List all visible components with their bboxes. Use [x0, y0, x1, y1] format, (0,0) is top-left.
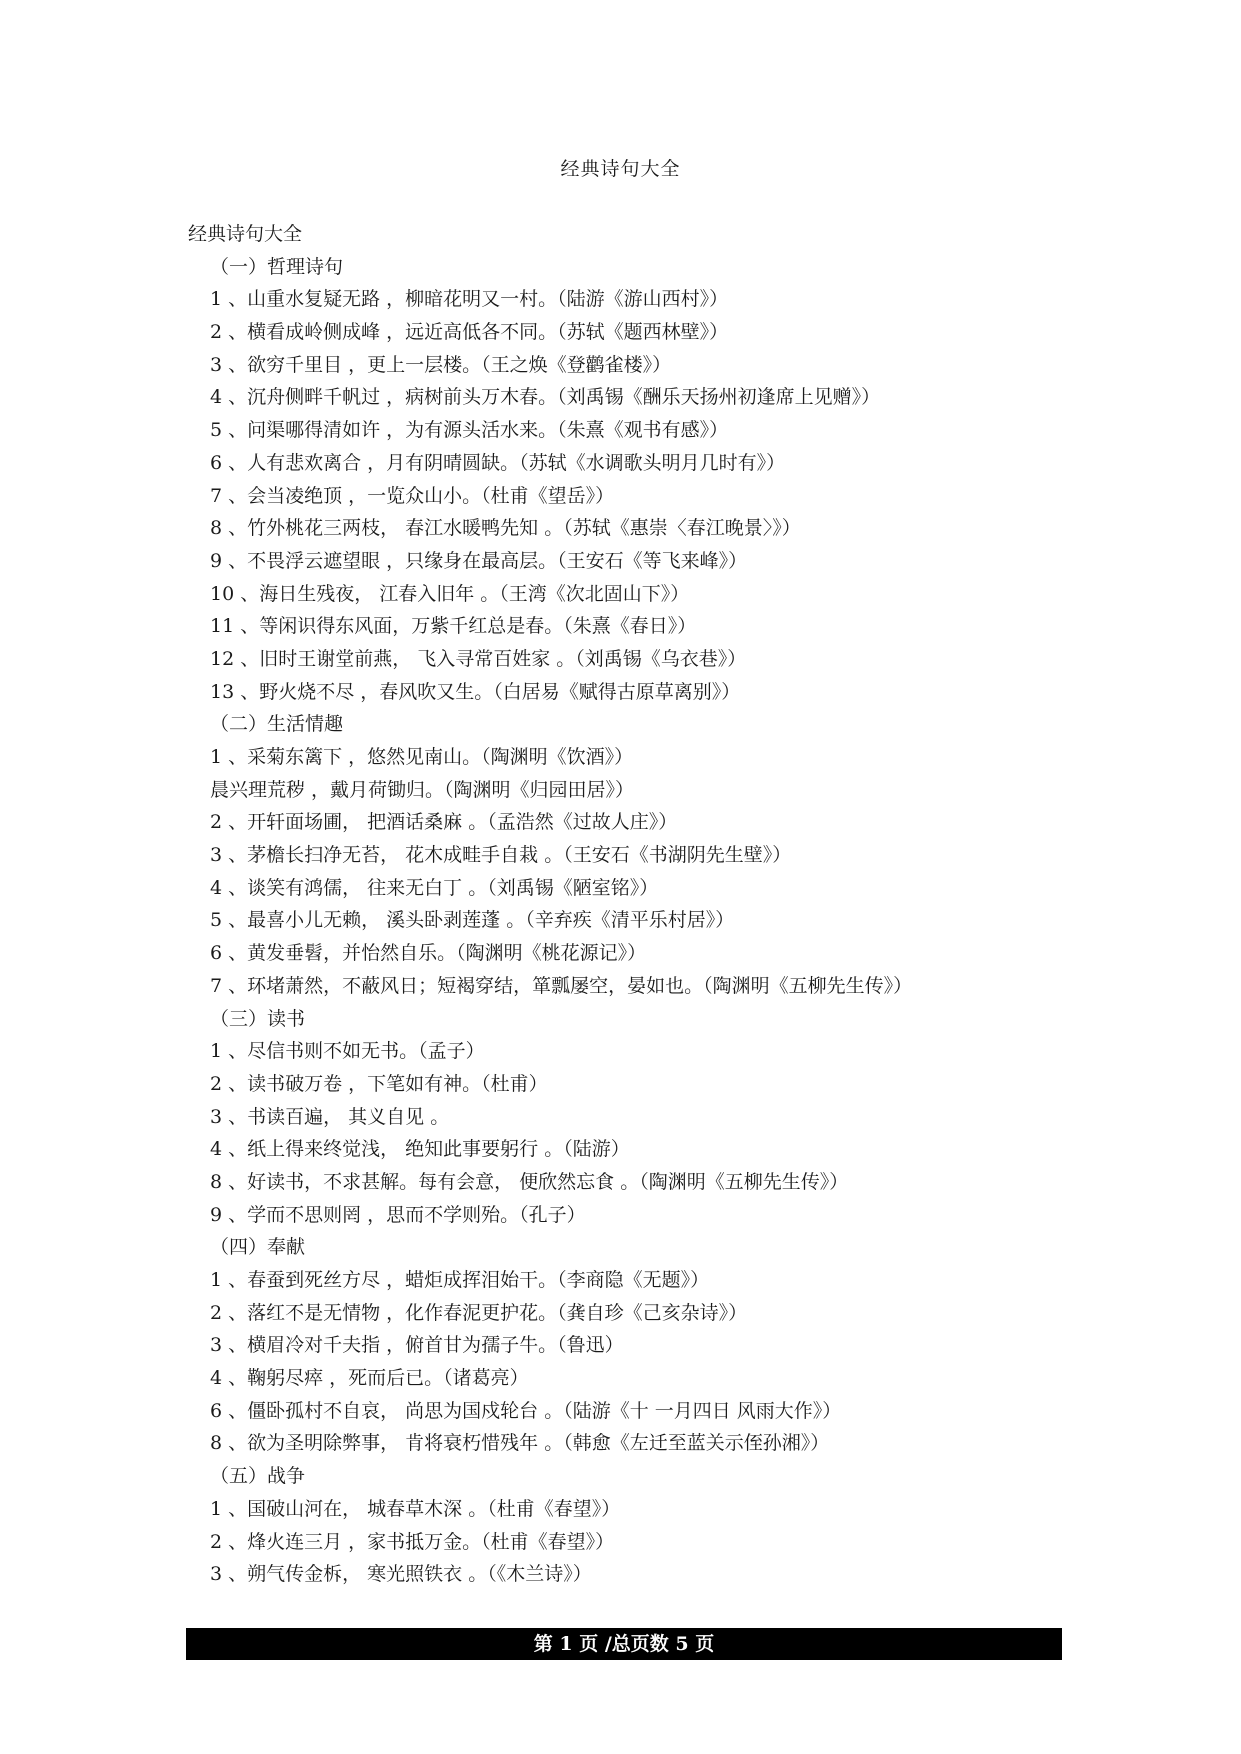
- page-footer: 第 1 页 /总页数 5 页: [186, 1628, 1062, 1660]
- poem-line: 5 、问渠哪得清如许 ，为有源头活水来。（朱熹《观书有感》）: [210, 419, 729, 442]
- poem-line: 7 、环堵萧然，不蔽风日；短褐穿结，箪瓢屡空，晏如也。（陶渊明《五柳先生传》）: [210, 974, 913, 997]
- poem-line: 1 、国破山河在， 城春草木深 。（杜甫《春望》）: [210, 1497, 621, 1520]
- section-heading: （一）哲理诗句: [210, 255, 344, 278]
- section-heading: （二）生活情趣: [210, 713, 344, 736]
- poem-line: 3 、茅檐长扫净无苔， 花木成畦手自栽 。（王安石《书湖阴先生壁》）: [210, 844, 792, 867]
- poem-line: 晨兴理荒秽 ，戴月荷锄归。（陶渊明《归园田居》）: [210, 778, 635, 801]
- poem-line: 13 、野火烧不尽 ，春风吹又生。（白居易《赋得古原草离别》）: [210, 680, 741, 703]
- poem-line: 8 、好读书，不求甚解。每有会意， 便欣然忘食 。（陶渊明《五柳先生传》）: [210, 1170, 849, 1193]
- poem-line: 3 、书读百遍， 其义自见 。: [210, 1105, 450, 1128]
- section-heading: （四）奉献: [210, 1236, 306, 1259]
- poem-line: 2 、读书破万卷 ，下笔如有神。（杜甫）: [210, 1072, 548, 1095]
- poem-line: 6 、黄发垂髫，并怡然自乐。（陶渊明《桃花源记》）: [210, 942, 647, 965]
- poem-lines: [188, 251, 1068, 1591]
- poem-line: 12 、旧时王谢堂前燕， 飞入寻常百姓家 。（刘禹锡《乌衣巷》）: [210, 647, 747, 670]
- poem-line: 3 、欲穷千里目 ，更上一层楼。（王之焕《登鹳雀楼》）: [210, 353, 672, 376]
- poem-line: 4 、沉舟侧畔千帆过 ，病树前头万木春。（刘禹锡《酬乐天扬州初逢席上见赠》）: [210, 386, 881, 409]
- poem-line: 7 、会当凌绝顶 ，一览众山小。（杜甫《望岳》）: [210, 484, 615, 507]
- poem-line: 9 、不畏浮云遮望眼 ，只缘身在最高层。（王安石《等飞来峰》）: [210, 549, 748, 572]
- poem-line: 4 、鞠躬尽瘁 ，死而后已。（诸葛亮）: [210, 1367, 529, 1390]
- poem-line: 8 、欲为圣明除弊事， 肯将衰朽惜残年 。（韩愈《左迁至蓝关示侄孙湘》）: [210, 1432, 830, 1455]
- poem-line: 2 、横看成岭侧成峰 ，远近高低各不同。（苏轼《题西林壁》）: [210, 321, 729, 344]
- poem-line: 6 、僵卧孤村不自哀， 尚思为国戍轮台 。（陆游《十 一月四日 风雨大作》）: [210, 1399, 842, 1422]
- poem-line: 3 、横眉冷对千夫指 ，俯首甘为孺子牛。（鲁迅）: [210, 1334, 624, 1357]
- poem-line: 9 、学而不思则罔 ，思而不学则殆。（孔子）: [210, 1203, 586, 1226]
- section-heading: （三）读书: [210, 1007, 306, 1030]
- poem-line: 2 、烽火连三月 ，家书抵万金。（杜甫《春望》）: [210, 1530, 615, 1553]
- poem-line: 3 、朔气传金柝， 寒光照铁衣 。（《木兰诗》）: [210, 1563, 592, 1586]
- poem-line: 2 、落红不是无情物 ，化作春泥更护花。（龚自珍《己亥杂诗》）: [210, 1301, 748, 1324]
- poem-line: 1 、尽信书则不如无书。（孟子）: [210, 1040, 485, 1063]
- poem-line: 11 、等闲识得东风面，万紫千红总是春。（朱熹《春日》）: [210, 615, 697, 638]
- poem-line: 1 、山重水复疑无路 ，柳暗花明又一村。（陆游《游山西村》）: [210, 288, 729, 311]
- poem-line: 8 、竹外桃花三两枝， 春江水暖鸭先知 。（苏轼《惠崇〈春江晚景〉》）: [210, 517, 801, 540]
- poem-line: 2 、开轩面场圃， 把酒话桑麻 。（孟浩然《过故人庄》）: [210, 811, 678, 834]
- document-heading: 经典诗句大全: [188, 223, 303, 245]
- poem-line: 6 、人有悲欢离合 ，月有阴晴圆缺。（苏轼《水调歌头明月几时有》）: [210, 451, 786, 474]
- document-body: [188, 218, 1068, 1591]
- poem-line: 4 、谈笑有鸿儒， 往来无白丁 。（刘禹锡《陋室铭》）: [210, 876, 659, 899]
- poem-line: 10 、海日生残夜， 江春入旧年 。（王湾《次北固山下》）: [210, 582, 690, 605]
- poem-line: 5 、最喜小儿无赖， 溪头卧剥莲蓬 。（辛弃疾《清平乐村居》）: [210, 909, 735, 932]
- poem-line: 4 、纸上得来终觉浅， 绝知此事要躬行 。（陆游）: [210, 1138, 630, 1161]
- page-title: 经典诗句大全: [560, 158, 681, 180]
- poem-line: 1 、春蚕到死丝方尽 ，蜡炬成挥泪始干。（李商隐《无题》）: [210, 1269, 710, 1291]
- section-heading: （五）战争: [210, 1465, 306, 1488]
- poem-line: 1 、采菊东篱下 ，悠然见南山。（陶渊明《饮酒》）: [210, 746, 634, 768]
